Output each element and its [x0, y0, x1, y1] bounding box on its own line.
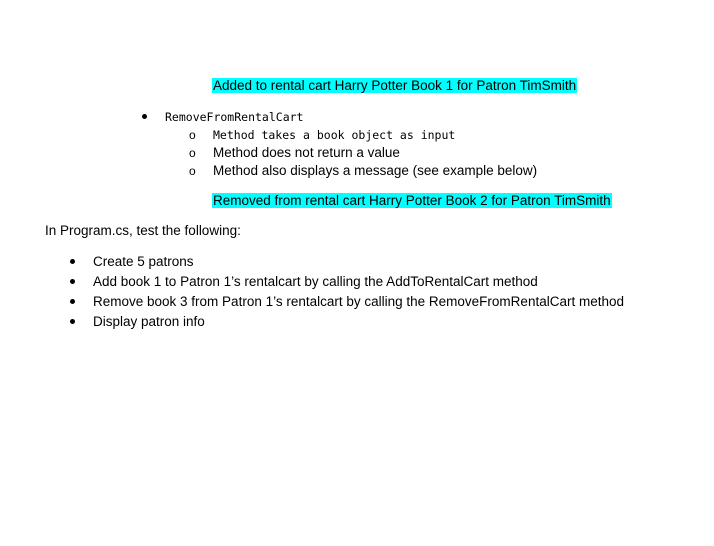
test-intro: In Program.cs, test the following:: [45, 223, 241, 238]
bullet-icon: [70, 279, 75, 284]
sub-item-message: Method also displays a message (see example below): [213, 163, 538, 178]
test-item: Create 5 patrons: [93, 254, 194, 269]
added-message-line: [212, 77, 577, 95]
removed-message-highlight: Removed from rental cart Harry Potter Book 2 for Patron TimSmith: [213, 193, 611, 208]
test-item: Display patron info: [93, 314, 205, 329]
removed-message-line: [212, 192, 612, 210]
bullet-icon: [70, 299, 75, 304]
sub-bullet-icon: o: [189, 128, 196, 142]
method-name: RemoveFromRentalCart: [165, 110, 304, 124]
bullet-icon: [70, 319, 75, 324]
sub-item-return: Method does not return a value: [213, 145, 400, 160]
sub-bullet-icon: o: [189, 164, 196, 178]
sub-bullet-icon: o: [189, 146, 196, 160]
sub-item-input: Method takes a book object as input: [213, 128, 456, 142]
test-item: Remove book 3 from Patron 1’s rentalcart by calling the RemoveFromRentalCart method: [93, 294, 624, 309]
test-item: Add book 1 to Patron 1’s rentalcart by calling the AddToRentalCart method: [93, 274, 538, 289]
bullet-icon: [142, 114, 147, 119]
bullet-icon: [70, 259, 75, 264]
added-message-highlight: Added to rental cart Harry Potter Book 1 for Patron TimSmith: [213, 78, 577, 93]
